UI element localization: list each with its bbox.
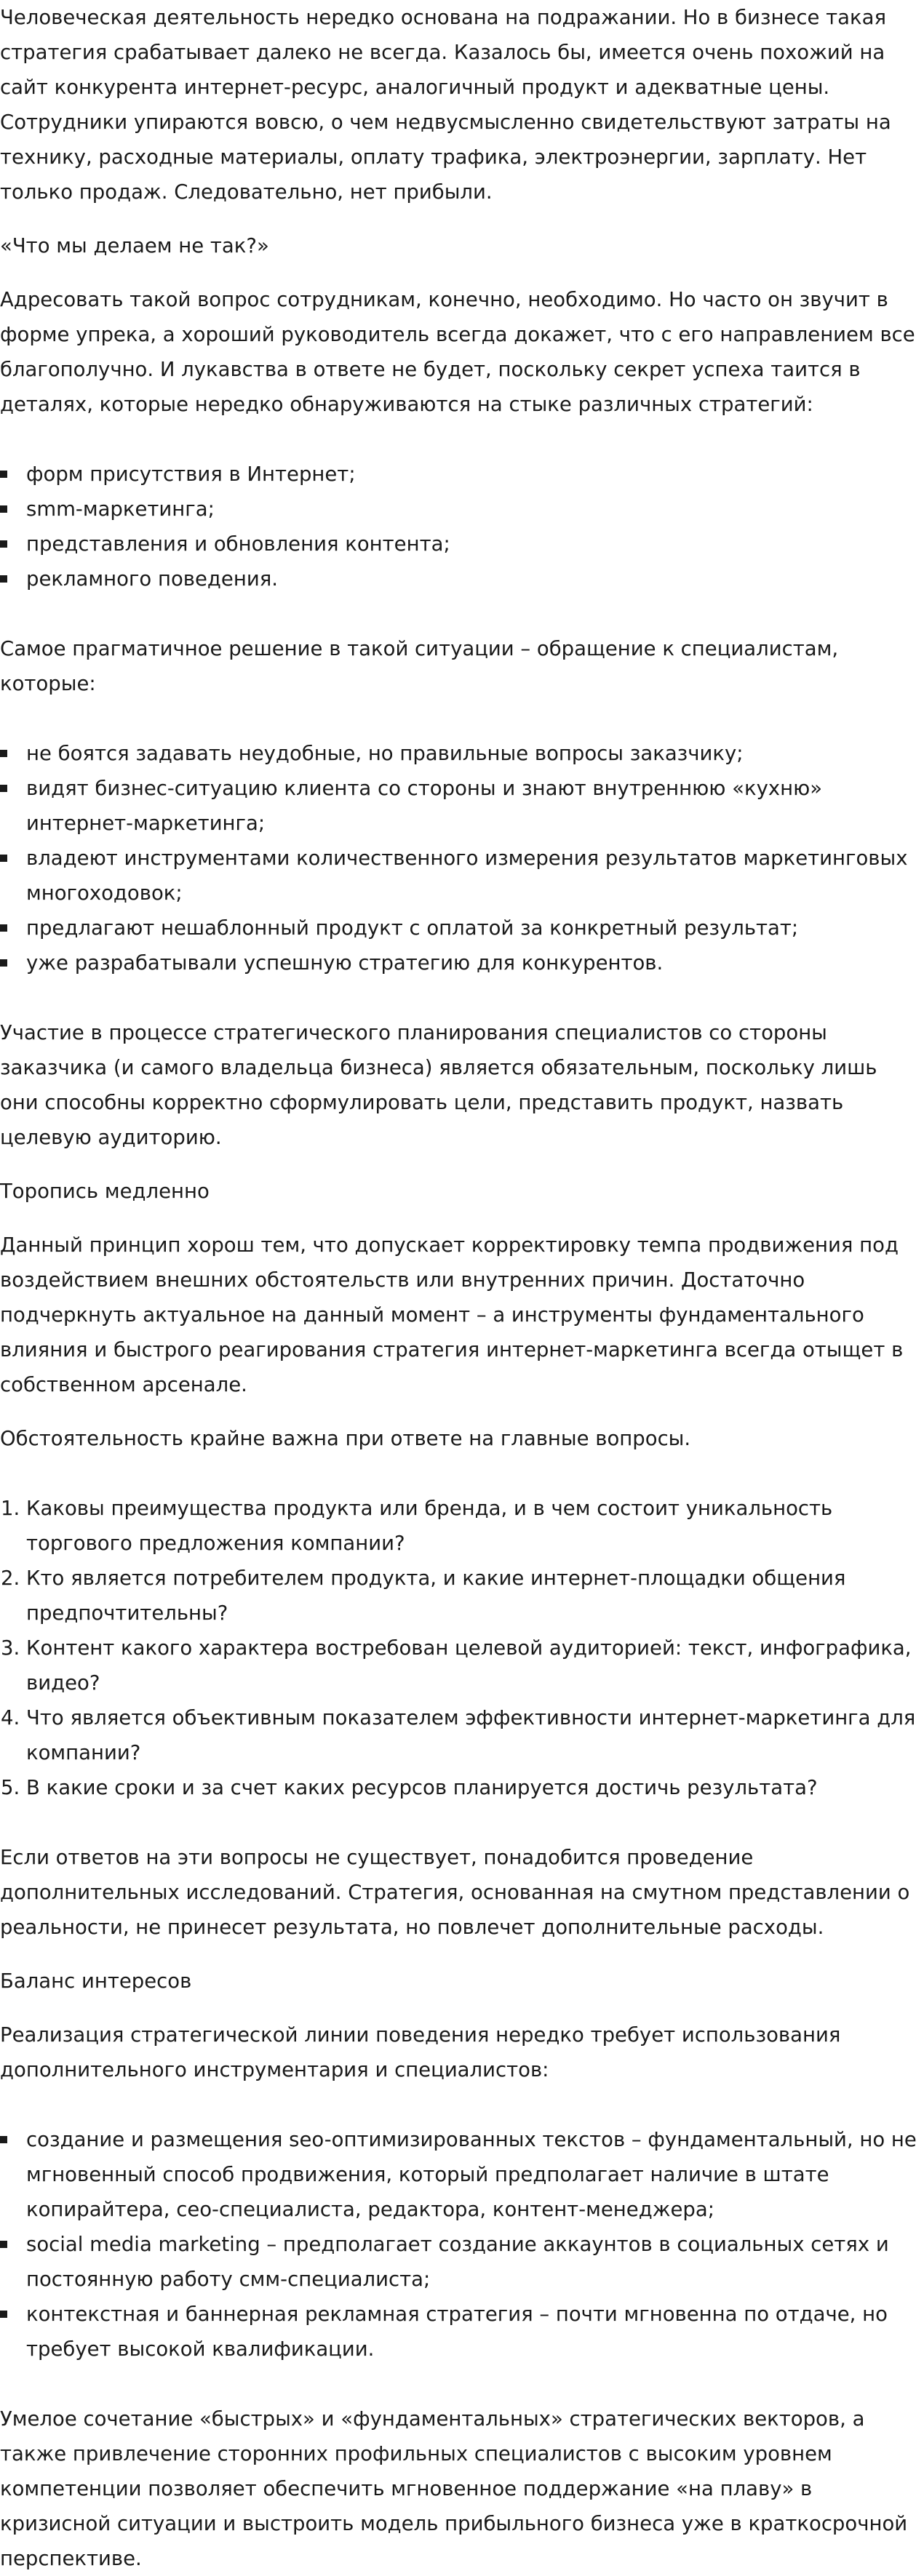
section-heading-slow: Торопись медленно	[0, 1180, 210, 1203]
bullet-icon	[0, 471, 7, 478]
list-item: 1. Каковы преимущества продукта или бренда, и в чем состоит уникальность торгового предложения компании?	[26, 1491, 920, 1561]
list-item: 3. Контент какого характера востребован целевой аудиторией: текст, инфографика, видео?	[26, 1631, 920, 1700]
list-item: создание и размещения seo-оптимизированных текстов – фундаментальный, но не мгновенный способ продвижения, который предполагает наличие в штате копирайтера, сео-специалиста, редактора, контент-менеджера;	[26, 2122, 920, 2227]
intro-paragraph: Человеческая деятельность нередко основана на подражании. Но в бизнесе такая стратегия срабатывает далеко не всегда. Казалось бы, имеется очень похожий на сайт конкурента интернет-ресурс, аналогичный продукт и адекватные цены. Сотрудники упираются вовсю, о чем недвусмысленно свидетельствуют затраты на технику, расходные материалы, оплату трафика, электроэнергии, зарплату. Нет только продаж. Следовательно, нет прибыли.	[0, 6, 891, 204]
list-item: не боятся задавать неудобные, но правильные вопросы заказчику;	[26, 736, 920, 771]
question-paragraph: «Что мы делаем не так?»	[0, 234, 269, 257]
list-item: social media marketing – предполагает создание аккаунтов в социальных сетях и постоянную работу смм-специалиста;	[26, 2227, 920, 2297]
bullet-icon	[0, 2136, 7, 2143]
list-item: представления и обновления контента;	[26, 527, 920, 561]
bullet-icon	[0, 505, 7, 513]
strategies-list	[0, 457, 920, 596]
bullet-icon	[0, 575, 7, 583]
bullet-icon	[0, 540, 7, 548]
list-item: владеют инструментами количественного измерения результатов маркетинговых многоходовок;	[26, 841, 920, 911]
list-item: 5. В какие сроки и за счет каких ресурсов планируется достичь результата?	[26, 1770, 920, 1805]
tools-list	[0, 2122, 920, 2367]
specialists-list	[0, 736, 920, 980]
bullet-icon	[0, 924, 7, 932]
principle-paragraph: Данный принцип хорош тем, что допускает корректировку темпа продвижения под воздействием внешних обстоятельств или внутренних причин. Достаточно подчеркнуть актуальное на данный момент – а инструменты фундаментального влияния и быстрого реагирования стратегия интернет-маркетинга всегда отыщет в собственном арсенале.	[0, 1233, 904, 1396]
no-answers-paragraph: Если ответов на эти вопросы не существует, понадобится проведение дополнительных исследований. Стратегия, основанная на смутном представлении о реальности, не принесет результата, но повлечет дополнительные расходы.	[0, 1846, 910, 1939]
thoroughness-paragraph: Обстоятельность крайне важна при ответе на главные вопросы.	[0, 1427, 691, 1450]
bullet-icon	[0, 855, 7, 862]
list-item: форм присутствия в Интернет;	[26, 457, 920, 492]
list-item: 2. Кто является потребителем продукта, и какие интернет-площадки общения предпочтительны?	[26, 1561, 920, 1631]
participation-paragraph: Участие в процессе стратегического планирования специалистов со стороны заказчика (и самого владельца бизнеса) является обязательным, поскольку лишь они способны корректно сформулировать цели, представить продукт, назвать целевую аудиторию.	[0, 1021, 877, 1149]
bullet-icon	[0, 2241, 7, 2248]
list-item: smm-маркетинга;	[26, 492, 920, 527]
bullet-icon	[0, 750, 7, 757]
list-item: предлагают нешаблонный продукт с оплатой за конкретный результат;	[26, 911, 920, 945]
bullet-icon	[0, 959, 7, 967]
bullet-icon	[0, 785, 7, 792]
questions-list	[0, 1491, 920, 1805]
bullet-icon	[0, 2311, 7, 2318]
specialists-paragraph: Самое прагматичное решение в такой ситуации – обращение к специалистам, которые:	[0, 637, 839, 695]
section-heading-balance: Баланс интересов	[0, 1969, 192, 1993]
list-item: рекламного поведения.	[26, 561, 920, 596]
conclusion-paragraph: Умелое сочетание «быстрых» и «фундаментальных» стратегических векторов, а также привлечение сторонних профильных специалистов с высоким уровнем компетенции позволяет обеспечить мгновенное поддержание «на плаву» в кризисной ситуации и выстроить модель прибыльного бизнеса уже в краткосрочной перспективе.	[0, 2407, 908, 2570]
list-item: уже разрабатывали успешную стратегию для конкурентов.	[26, 945, 920, 980]
realization-paragraph: Реализация стратегической линии поведения нередко требует использования дополнительного инструментария и специалистов:	[0, 2023, 841, 2081]
list-item: 4. Что является объективным показателем эффективности интернет-маркетинга для компании?	[26, 1700, 920, 1770]
address-paragraph: Адресовать такой вопрос сотрудникам, конечно, необходимо. Но часто он звучит в форме упрека, а хороший руководитель всегда докажет, что с его направлением все благополучно. И лукавства в ответе не будет, поскольку секрет успеха таится в деталях, которые нередко обнаруживаются на стыке различных стратегий:	[0, 288, 915, 416]
list-item: контекстная и баннерная рекламная стратегия – почти мгновенна по отдаче, но требует высокой квалификации.	[26, 2297, 920, 2367]
list-item: видят бизнес-ситуацию клиента со стороны и знают внутреннюю «кухню» интернет-маркетинга;	[26, 771, 920, 841]
